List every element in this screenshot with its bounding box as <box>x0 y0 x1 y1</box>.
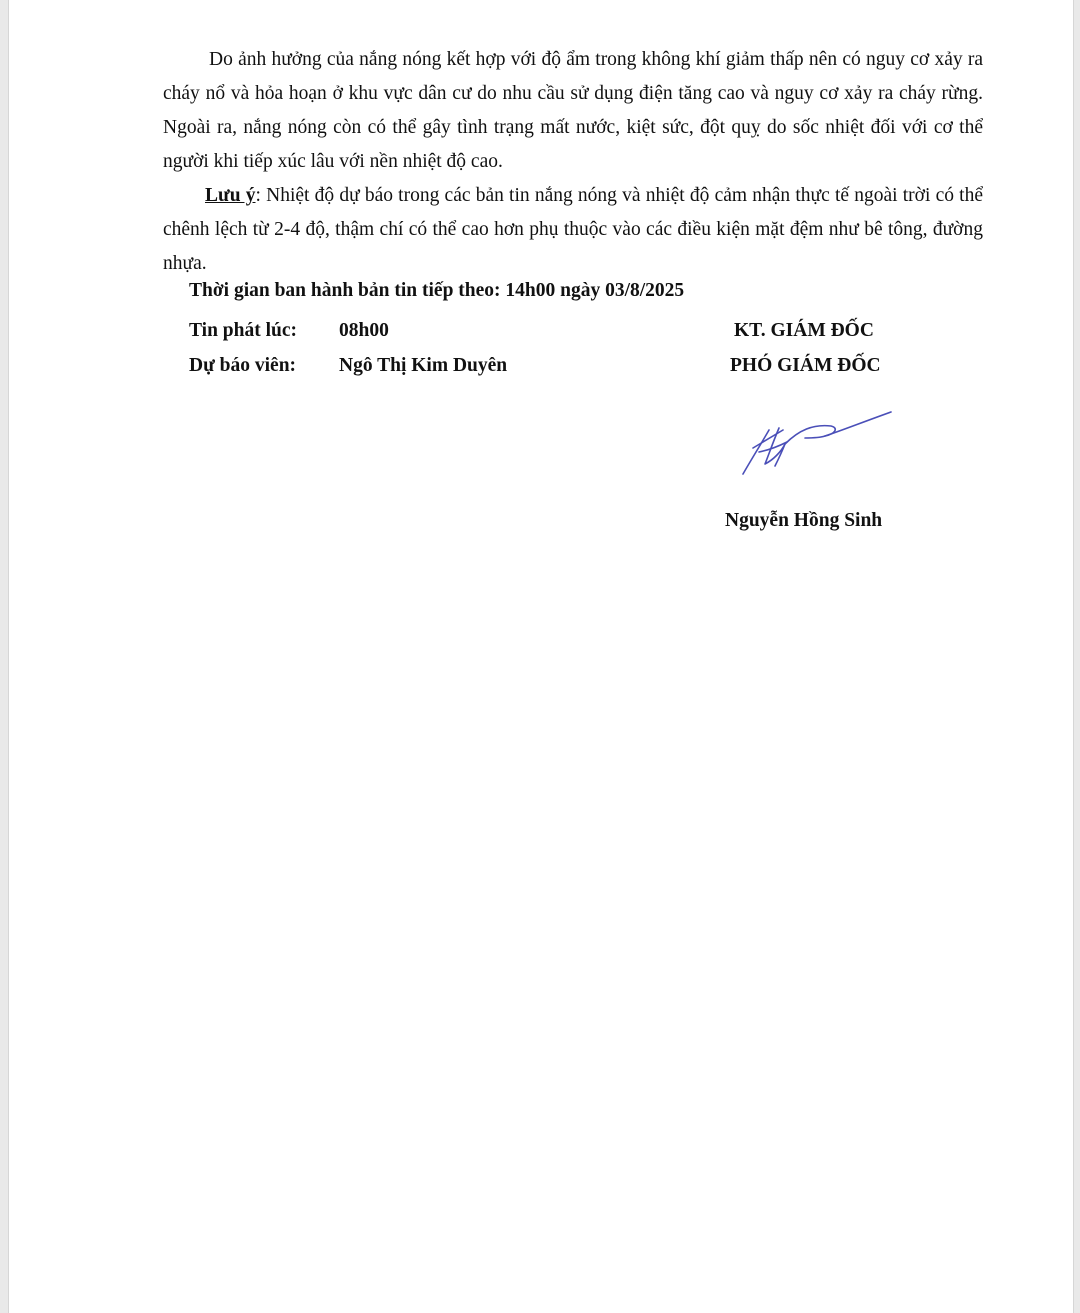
paragraph-heat-risks: Do ảnh hưởng của nắng nóng kết hợp với độ ẩm trong không khí giảm thấp nên có nguy cơ xảy ra cháy nổ và hỏa hoạn ở khu vực dân cư do nhu cầu sử dụng điện tăng cao và nguy cơ xảy ra cháy rừng. Ngoài ra, nắng nóng còn có thể gây tình trạng mất nước, kiệt sức, đột quỵ do sốc nhiệt đối với cơ thể người khi tiếp xúc lâu với nền nhiệt độ cao. <box>163 49 983 172</box>
issued-at-value: 08h00 <box>339 320 389 341</box>
issued-at-label: Tin phát lúc: <box>189 320 298 341</box>
next-issue-time: Thời gian ban hành bản tin tiếp theo: 14h00 ngày 03/8/2025 <box>189 280 685 301</box>
forecaster-label: Dự báo viên: <box>189 355 297 376</box>
paragraph-note <box>163 179 983 281</box>
body-text <box>163 43 983 281</box>
handwritten-signature <box>739 408 899 480</box>
note-text: : Nhiệt độ dự báo trong các bản tin nắng nóng và nhiệt độ cảm nhận thực tế ngoài trời có thể chênh lệch từ 2-4 độ, thậm chí có thể cao hơn phụ thuộc vào các điều kiện mặt đệm như bê tông, đường nhựa. <box>163 185 983 274</box>
document-page <box>8 0 1074 1313</box>
note-label: Lưu ý <box>205 185 256 206</box>
signer-name: Nguyễn Hồng Sinh <box>725 510 883 531</box>
forecaster-value: Ngô Thị Kim Duyên <box>339 355 508 376</box>
signature-title-line1: KT. GIÁM ĐỐC <box>734 320 874 341</box>
signature-title-line2: PHÓ GIÁM ĐỐC <box>730 355 881 376</box>
